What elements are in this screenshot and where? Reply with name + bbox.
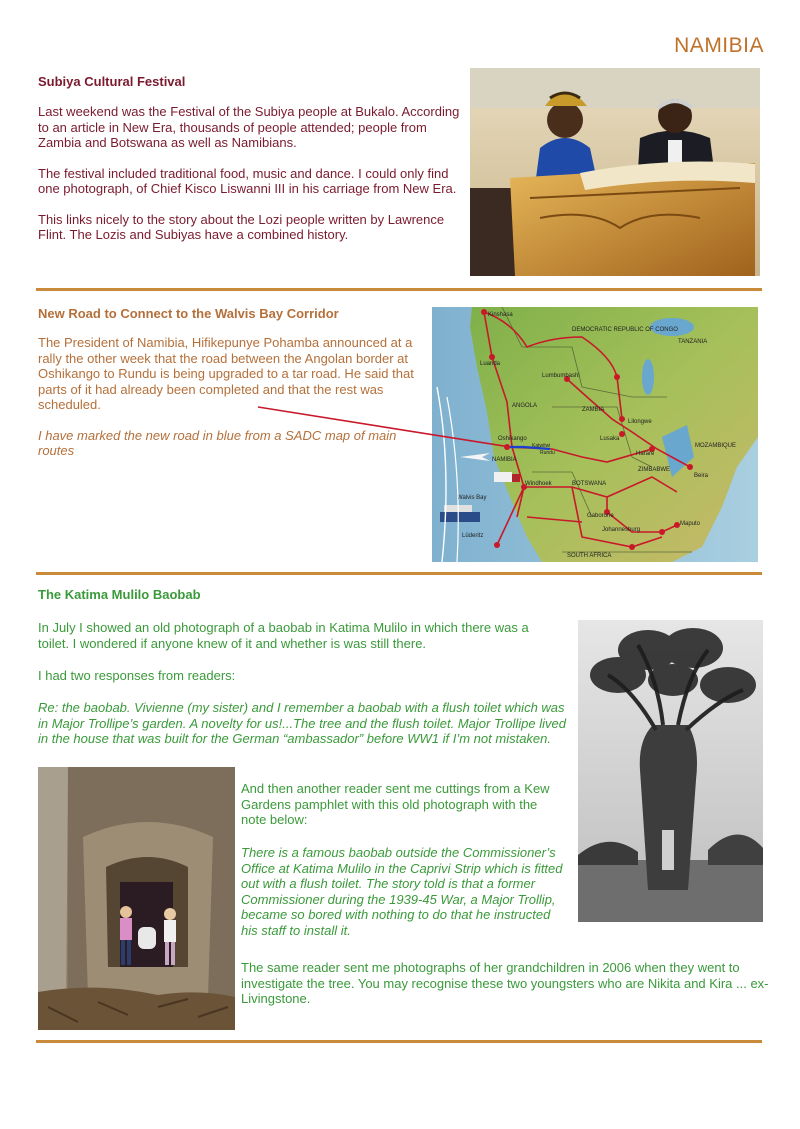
kew-quote: There is a famous baobab outside the Commissioner’s Office at Katima Mulilo in the Caprivi Strip which is fitted out with a flush toilet. The story told is that a former Commissioner during the 1939-45 War, a Major Trollip, became so bored with nothing to do that he instructed his staff to install it. [241, 845, 563, 938]
map-label: Kinshasa [488, 312, 513, 318]
map-label: ZIMBABWE [638, 467, 671, 473]
map-label: Walvis Bay [457, 495, 487, 501]
old-baobab-photo [578, 620, 763, 922]
map-label: Lumbumbashi [542, 373, 580, 379]
section-divider [36, 572, 762, 575]
map-label: NAMIBIA [492, 457, 517, 463]
map-label: SOUTH AFRICA [567, 553, 612, 559]
map-label: BOTSWANA [572, 481, 607, 487]
paragraph: The same reader sent me photographs of her grandchildren in 2006 when they went to investigate the tree. You may recognise these two youngsters who are Nikita and Kira ... ex-Livingstone. [241, 960, 769, 1006]
paragraph: And then another reader sent me cuttings from a Kew Gardens pamphlet with this old photograph with the note below: [241, 781, 550, 827]
paragraph: I had two responses from readers: [38, 668, 236, 683]
map-label: Oshikango [498, 436, 527, 442]
section-title-subiya: Subiya Cultural Festival [38, 74, 186, 89]
paragraph: In July I showed an old photograph of a baobab in Katima Mulilo in which there was a toilet. I wondered if anyone knew of it and whether is was still there. [38, 620, 529, 651]
map-label: DEMOCRATIC REPUBLIC OF CONGO [572, 327, 678, 333]
map-label: Johannesburg [602, 527, 641, 533]
reader-quote: Re: the baobab. Vivienne (my sister) and I remember a baobab with a flush toilet which was in Major Trollipe’s garden. A novelty for us!...The tree and the flush toilet. Major Trollipe lived in the house that was built for the German “ambassador” before WW1 if I’m not mistaken. [38, 700, 566, 746]
section-title-baobab: The Katima Mulilo Baobab [38, 587, 201, 602]
map-label: Lusaka [600, 436, 620, 442]
map-label: Lilongwe [628, 419, 652, 425]
section-title-road: New Road to Connect to the Walvis Bay Corridor [38, 306, 339, 321]
map-label: Harare [636, 451, 655, 457]
map-label: ANGOLA [512, 403, 538, 409]
map-label: Rundu [540, 450, 555, 456]
map-label: Gaborone [587, 513, 614, 519]
section-divider [36, 1040, 762, 1043]
map-label: TANZANIA [678, 339, 708, 345]
children-baobab-photo [38, 767, 235, 1030]
map-label: Windhoek [525, 481, 552, 487]
map-label: Beira [694, 473, 709, 479]
map-label: Katwitwi [532, 443, 551, 449]
map-label: ZAMBIA [582, 407, 605, 413]
map-label: Lüderitz [462, 533, 484, 539]
italic-note: I have marked the new road in blue from a SADC map of main routes [38, 427, 397, 458]
paragraph: The festival included traditional food, music and dance. I could only find one photograph, of Chief Kisco Liswanni III in his carriage from New Era. [38, 165, 457, 196]
map-label: MOZAMBIQUE [695, 443, 737, 449]
paragraph: The President of Namibia, Hifikepunye Pohamba announced at a rally the other week that the road between the Angolan border at Oshikango to Rundu is being upgraded to a tar road. He said that parts of it had already been completed and that the rest was scheduled. [38, 335, 414, 412]
map-label: Luanda [480, 361, 501, 367]
map-label: Maputo [680, 521, 701, 527]
paragraph: This links nicely to the story about the Lozi people written by Lawrence Flint. The Lozis and Subiyas have a combined history. [38, 211, 445, 242]
page-title: NAMIBIA [674, 34, 764, 57]
paragraph: Last weekend was the Festival of the Subiya people at Bukalo. According to an article in New Era, thousands of people attended; people from Zambia and Botswana as well as Namibians. [38, 104, 460, 150]
